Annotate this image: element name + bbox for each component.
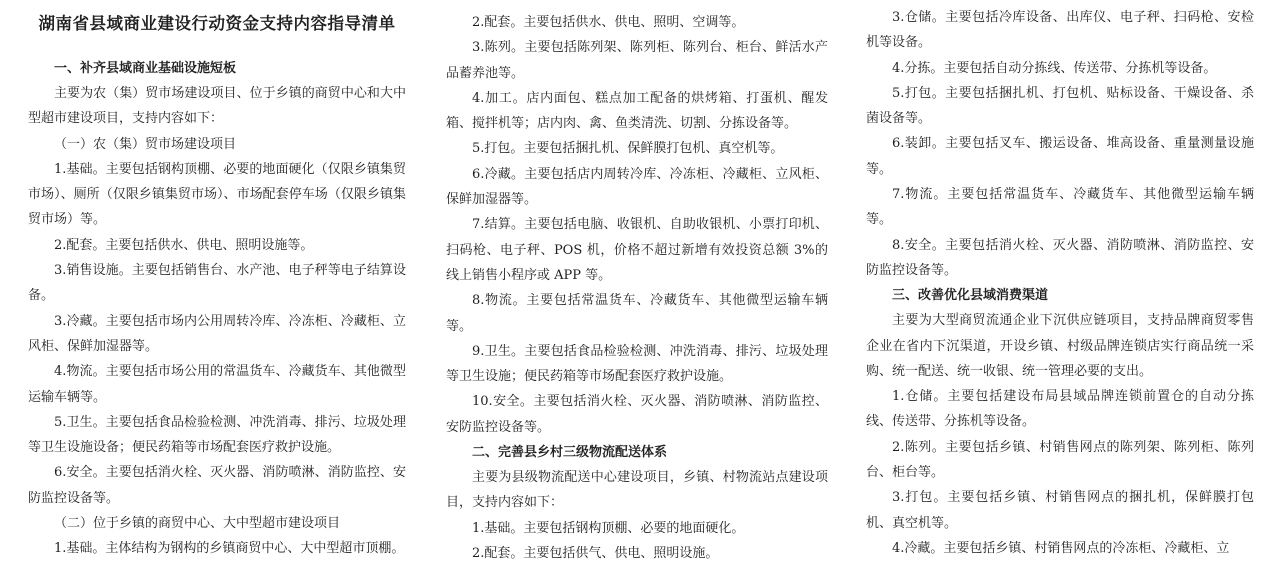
paragraph: 4.分拣。主要包括自动分拣线、传送带、分拣机等设备。 <box>892 60 1217 76</box>
paragraph: 10.安全。主要包括消火栓、灭火器、消防喷淋、消防监控、安防监控设备等。 <box>446 394 828 435</box>
paragraph: 4.加工。店内面包、糕点加工配备的烘烤箱、打蛋机、醒发箱、搅拌机等；店内肉、禽、鱼类清洗、切割、分拣设备等。 <box>446 90 828 132</box>
paragraph: 6.装卸。主要包括叉车、搬运设备、堆高设备、重量测量设施等。 <box>866 136 1254 177</box>
paragraph: 2.配套。主要包括供水、供电、照明、空调等。 <box>472 15 745 30</box>
document-title: 湖南省县域商业建设行动资金支持内容指导清单 <box>38 14 396 33</box>
paragraph: 1.仓储。主要包括建设布局县域品牌连锁前置仓的自动分拣线、传送带、分拣机等设备。 <box>866 389 1254 430</box>
column-1 <box>28 0 406 579</box>
paragraph: 1.基础。主要包括钢构顶棚、必要的地面硬化。 <box>472 520 745 536</box>
paragraph: 5.打包。主要包括捆扎机、保鲜膜打包机、真空机等。 <box>472 141 784 157</box>
section-heading: 二、完善县乡村三级物流配送体系 <box>472 445 668 461</box>
section-heading: 一、补齐县域商业基础设施短板 <box>54 61 237 76</box>
paragraph: 4.冷藏。主要包括乡镇、村销售网点的冷冻柜、冷藏柜、立 <box>892 540 1230 556</box>
paragraph: 3.冷藏。主要包括市场内公用周转冷库、冷冻柜、冷藏柜、立风柜、保鲜加湿器等。 <box>28 313 406 354</box>
paragraph: 主要为大型商贸流通企业下沉供应链项目，支持品牌商贸零售企业在省内下沉渠道，开设乡镇、村级品牌连锁店实行商品统一采购、统一配送、统一收银、统一管理必要的支出。 <box>866 313 1254 379</box>
paragraph: 9.卫生。主要包括食品检验检测、冲洗消毒、排污、垃圾处理等卫生设施；便民药箱等市场配套医疗救护设施。 <box>446 343 828 385</box>
paragraph: 1.基础。主体结构为钢构的乡镇商贸中心、大中型超市顶棚。 <box>54 541 405 557</box>
paragraph: 2.配套。主要包括供水、供电、照明设施等。 <box>54 237 314 253</box>
paragraph: 3.仓储。主要包括冷库设备、出库仪、电子秤、扫码枪、安检机等设备。 <box>866 10 1254 51</box>
column-3 <box>866 0 1254 579</box>
paragraph: 2.配套。主要包括供气、供电、照明设施。 <box>472 545 719 561</box>
paragraph: 5.卫生。主要包括食品检验检测、冲洗消毒、排污、垃圾处理等卫生设施设备；便民药箱等市场配套医疗救护设施。 <box>28 414 406 456</box>
paragraph: 2.陈列。主要包括乡镇、村销售网点的陈列架、陈列柜、陈列台、柜台等。 <box>866 439 1254 481</box>
paragraph: 3.打包。主要包括乡镇、村销售网点的捆扎机，保鲜膜打包机、真空机等。 <box>866 490 1254 531</box>
paragraph: 主要为农（集）贸市场建设项目、位于乡镇的商贸中心和大中型超市建设项目，支持内容如下： <box>28 86 406 127</box>
paragraph: 6.安全。主要包括消火栓、灭火器、消防喷淋、消防监控、安防监控设备等。 <box>28 465 406 506</box>
paragraph: 1.基础。主要包括钢构顶棚、必要的地面硬化（仅限乡镇集贸市场）、厕所（仅限乡镇集贸市场）、市场配套停车场（仅限乡镇集贸市场）等。 <box>28 161 406 228</box>
paragraph: 6.冷藏。主要包括店内周转冷库、冷冻柜、冷藏柜、立风柜、保鲜加湿器等。 <box>446 166 828 208</box>
paragraph: （二）位于乡镇的商贸中心、大中型超市建设项目 <box>54 516 341 532</box>
paragraph: 8.物流。主要包括常温货车、冷藏货车、其他微型运输车辆等。 <box>446 293 828 334</box>
column-2 <box>446 0 828 579</box>
paragraph: （一）农（集）贸市场建设项目 <box>54 136 237 152</box>
section-heading: 三、改善优化县域消费渠道 <box>892 288 1049 304</box>
paragraph: 5.打包。主要包括捆扎机、打包机、贴标设备、干燥设备、杀菌设备等。 <box>866 85 1254 127</box>
paragraph: 3.陈列。主要包括陈列架、陈列柜、陈列台、柜台、鲜活水产品蓄养池等。 <box>446 40 828 81</box>
paragraph: 3.销售设施。主要包括销售台、水产池、电子秤等电子结算设备。 <box>28 263 406 304</box>
paragraph: 7.结算。主要包括电脑、收银机、自助收银机、小票打印机、扫码枪、电子秤、POS 机，价格不超过新增有效投资总额 3%的线上销售小程序或 APP 等。 <box>446 217 828 283</box>
paragraph: 主要为县级物流配送中心建设项目，乡镇、村物流站点建设项目，支持内容如下： <box>446 470 828 511</box>
paragraph: 7.物流。主要包括常温货车、冷藏货车、其他微型运输车辆等。 <box>866 187 1254 228</box>
paragraph: 4.物流。主要包括市场公用的常温货车、冷藏货车、其他微型运输车辆等。 <box>28 364 406 405</box>
paragraph: 8.安全。主要包括消火栓、灭火器、消防喷淋、消防监控、安防监控设备等。 <box>866 237 1254 278</box>
